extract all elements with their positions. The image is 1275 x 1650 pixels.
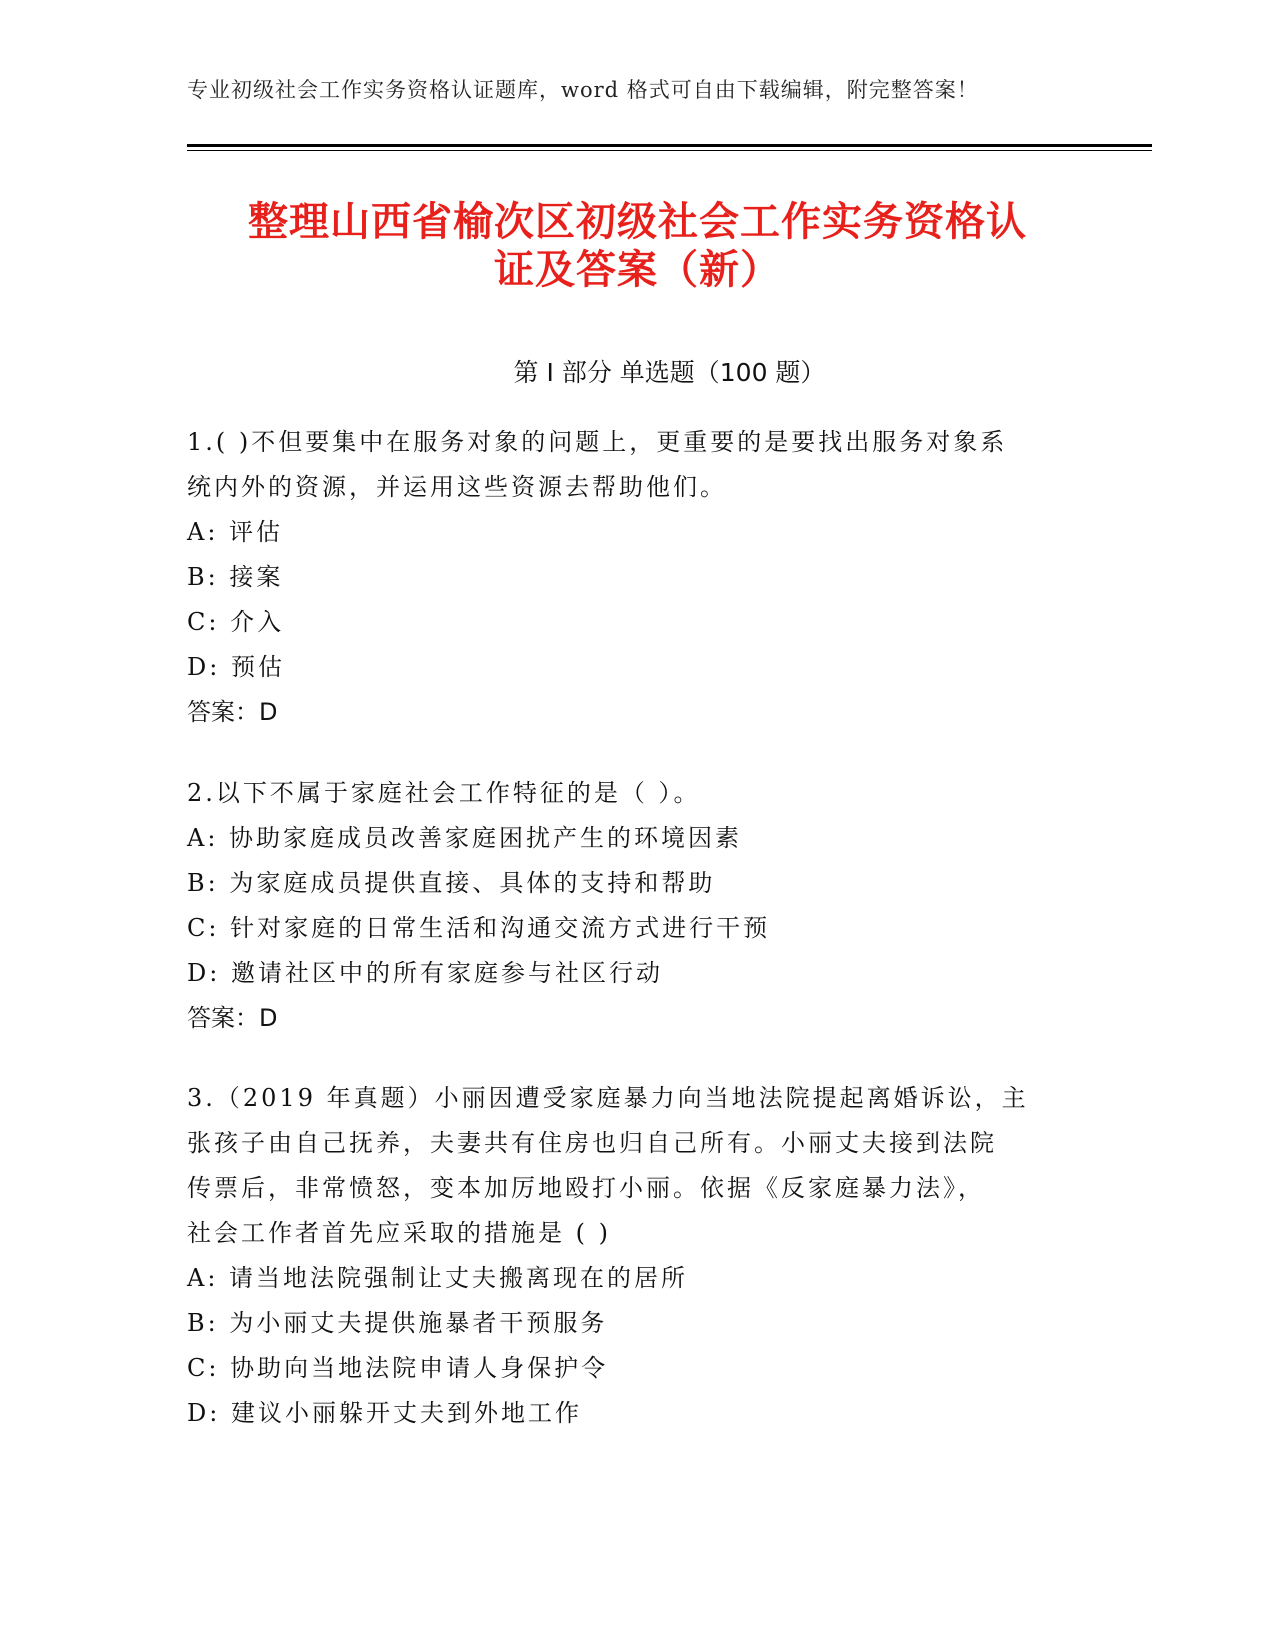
- header-rule-thin: [187, 150, 1152, 151]
- question-stem-line: 3.（2019 年真题）小丽因遭受家庭暴力向当地法院提起离婚诉讼，主: [187, 1084, 1029, 1112]
- option-d: D: 邀请社区中的所有家庭参与社区行动: [187, 959, 663, 987]
- option-a: A: 协助家庭成员改善家庭困扰产生的环境因素: [187, 824, 743, 852]
- question-stem-line: 张孩子由自己抚养，夫妻共有住房也归自己所有。小丽丈夫接到法院: [187, 1129, 997, 1157]
- question-stem-line: 传票后，非常愤怒，变本加厉地殴打小丽。依据《反家庭暴力法》，: [187, 1174, 985, 1202]
- document-title-line-1: 整理山西省榆次区初级社会工作实务资格认: [248, 199, 1027, 245]
- question-stem-line: 1.( )不但要集中在服务对象的问题上，更重要的是要找出服务对象系: [187, 428, 1008, 456]
- question-3: [187, 1076, 1077, 1436]
- question-stem-line: 2.以下不属于家庭社会工作特征的是（ ）。: [187, 779, 701, 807]
- document-title: [160, 198, 1115, 294]
- answer: 答案：D: [187, 1004, 278, 1032]
- option-b: B: 接案: [187, 563, 284, 591]
- question-stem-line: 统内外的资源，并运用这些资源去帮助他们。: [187, 473, 727, 501]
- option-a: A: 请当地法院强制让丈夫搬离现在的居所: [187, 1264, 689, 1292]
- option-b: B: 为家庭成员提供直接、具体的支持和帮助: [187, 869, 716, 897]
- answer: 答案：D: [187, 698, 278, 726]
- question-1: [187, 420, 1077, 735]
- question-stem-line: 社会工作者首先应采取的措施是 ( ): [187, 1219, 611, 1247]
- header-note: 专业初级社会工作实务资格认证题库，word 格式可自由下载编辑，附完整答案！: [187, 78, 979, 102]
- section-title: 第 I 部分 单选题（100 题）: [513, 358, 826, 387]
- option-c: C: 针对家庭的日常生活和沟通交流方式进行干预: [187, 914, 771, 942]
- document-title-line-2: 证及答案（新）: [494, 247, 781, 293]
- header-rule-thick: [187, 144, 1152, 147]
- option-b: B: 为小丽丈夫提供施暴者干预服务: [187, 1309, 608, 1337]
- option-a: A: 评估: [187, 518, 284, 546]
- option-c: C: 协助向当地法院申请人身保护令: [187, 1354, 609, 1382]
- option-d: D: 建议小丽躲开丈夫到外地工作: [187, 1399, 582, 1427]
- option-d: D: 预估: [187, 653, 285, 681]
- option-c: C: 介入: [187, 608, 285, 636]
- question-2: [187, 771, 1077, 1041]
